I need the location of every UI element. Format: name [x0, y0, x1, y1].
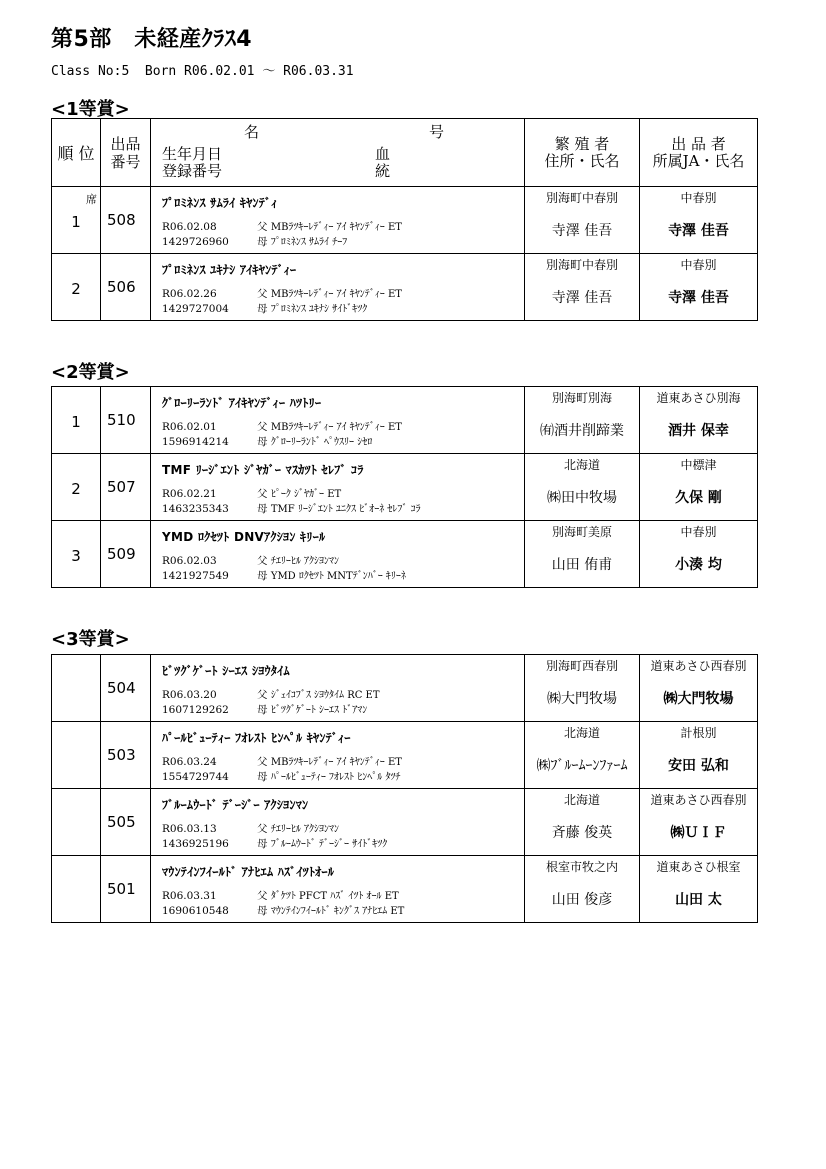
breeder-address: 北海道	[563, 457, 600, 472]
dam-name: ﾌﾞﾙｰﾑｳｰﾄﾞ ﾃﾞｰｼﾞｰ ｻｲﾄﾞｷﾂｸ	[270, 839, 388, 850]
breeder-cell	[525, 856, 640, 923]
owner-cell	[640, 856, 758, 923]
reg-dam-line	[151, 569, 524, 584]
breeder-cell	[525, 187, 640, 254]
sire-name: MBﾗﾂｷｰﾚﾃﾞｨｰ ｱｲ ｷﾔﾝﾃﾞｨｰ ET	[270, 422, 402, 433]
breeder-address: 別海町美原	[551, 524, 612, 539]
header-row	[52, 119, 758, 187]
owner-cell	[640, 655, 758, 722]
owner-ja: 中春別	[680, 257, 717, 272]
header-entry-no	[101, 119, 151, 187]
dam-name: ﾌﾟﾛﾐﾈﾝｽ ｻﾑﾗｲ ﾁｰﾌ	[270, 237, 348, 248]
horse-info	[151, 387, 525, 454]
birth-sire-line	[151, 688, 524, 703]
rank-cell	[52, 789, 101, 856]
dam-label: 母	[257, 771, 268, 783]
dam-label: 母	[257, 704, 268, 716]
registration-number: 1421927549	[162, 570, 229, 582]
owner-name: 寺澤 佳吾	[668, 223, 729, 239]
rank-number: 1	[71, 213, 81, 231]
sire-label: 父	[257, 288, 268, 300]
cow-name: ﾏｳﾝﾃｲﾝﾌｲｰﾙﾄﾞ ｱﾅﾋｴﾑ ﾊｽﾞｲﾂﾄｵｰﾙ	[162, 865, 335, 879]
header-owner-line2: 所属JA・氏名	[652, 151, 745, 170]
entry-number: 506	[101, 254, 151, 321]
birth-date: R06.03.24	[162, 756, 217, 768]
reg-dam-line	[151, 904, 524, 919]
birth-date: R06.03.31	[162, 890, 217, 902]
registration-number: 1436925196	[162, 838, 229, 850]
breeder-cell	[525, 387, 640, 454]
owner-name: ㈱ＵＩＦ	[670, 825, 727, 841]
results-table	[51, 118, 758, 321]
birth-date: R06.02.08	[162, 221, 217, 233]
header-no-line1: 出品	[110, 134, 141, 153]
cow-name: TMF ﾘｰｼﾞｴﾝﾄ ｼﾞﾔｶﾞｰ ﾏｽｶﾂﾄ ｾﾚﾌﾞ ｺﾗ	[162, 463, 364, 477]
breeder-address: 北海道	[563, 792, 600, 807]
breeder-cell	[525, 254, 640, 321]
horse-info	[151, 856, 525, 923]
table-row	[52, 789, 758, 856]
sire-name: MBﾗﾂｷｰﾚﾃﾞｨｰ ｱｲ ｷﾔﾝﾃﾞｨｰ ET	[270, 757, 402, 768]
header-breeder-line1: 繁 殖 者	[554, 134, 610, 153]
header-main	[151, 119, 525, 187]
table-row	[52, 521, 758, 588]
owner-name: 安田 弘和	[668, 758, 729, 774]
cow-name: YMD ﾛｸｾﾂﾄ DNVｱｸｼﾖﾝ ｷﾘｰﾙ	[162, 530, 326, 544]
breeder-name: 山田 侑甫	[551, 557, 613, 573]
rank-cell	[52, 655, 101, 722]
entry-number: 508	[101, 187, 151, 254]
section-title: <2等賞>	[51, 362, 130, 383]
horse-info	[151, 655, 525, 722]
header-no-line2: 番号	[110, 152, 141, 171]
owner-ja: 中春別	[680, 524, 717, 539]
sire-name: MBﾗﾂｷｰﾚﾃﾞｨｰ ｱｲ ｷﾔﾝﾃﾞｨｰ ET	[270, 222, 402, 233]
rank-number: 1	[71, 413, 81, 431]
birth-date: R06.03.13	[162, 823, 217, 835]
rank-number: 2	[71, 280, 81, 298]
results-table	[51, 654, 758, 923]
breeder-name: 寺澤 佳吾	[551, 290, 613, 306]
breeder-address: 根室市牧之内	[545, 859, 618, 874]
entry-number: 507	[101, 454, 151, 521]
cow-name: ﾋﾞﾂｸﾞｹﾞｰﾄ ｼｰｴｽ ｼﾖｳﾀｲﾑ	[162, 664, 290, 678]
sire-label: 父	[257, 488, 268, 500]
entry-number: 501	[101, 856, 151, 923]
dam-name: ﾏｳﾝﾃｲﾝﾌｲｰﾙﾄﾞ ｷﾝｸﾞｽ ｱﾅﾋｴﾑ ET	[270, 906, 405, 917]
birth-date: R06.02.01	[162, 421, 217, 433]
breeder-cell	[525, 454, 640, 521]
header-birth: 生年月日	[162, 145, 223, 163]
birth-sire-line	[151, 420, 524, 435]
sire-name: ﾋﾟｰｸ ｼﾞﾔｶﾞｰ ET	[270, 489, 342, 500]
header-reg: 登録番号	[162, 162, 223, 180]
owner-name: 酒井 保幸	[668, 423, 729, 439]
owner-ja: 計根別	[680, 725, 717, 740]
reg-dam-line	[151, 837, 524, 852]
dam-name: ﾊﾟｰﾙﾋﾞｭｰﾃｨｰ ﾌｵﾚｽﾄ ﾋﾝﾍﾟﾙ ﾀﾂﾁ	[270, 772, 401, 783]
horse-info	[151, 254, 525, 321]
breeder-name: 山田 俊彦	[551, 892, 613, 908]
owner-ja: 道東あさひ根室	[656, 859, 741, 874]
cow-name: ﾌﾟﾛﾐﾈﾝｽ ﾕｷﾅｼ ｱｲｷﾔﾝﾃﾞｨｰ	[162, 263, 297, 277]
page-title: 第5部 未経産ｸﾗｽ4	[51, 27, 253, 52]
cow-name: ﾌﾟﾛﾐﾈﾝｽ ｻﾑﾗｲ ｷﾔﾝﾃﾞｨ	[162, 196, 278, 210]
seat-mark: 席	[86, 193, 97, 206]
header-name-left: 名	[244, 123, 260, 141]
sire-name: MBﾗﾂｷｰﾚﾃﾞｨｰ ｱｲ ｷﾔﾝﾃﾞｨｰ ET	[270, 289, 402, 300]
reg-dam-line	[151, 235, 524, 250]
horse-info	[151, 722, 525, 789]
section-title: <1等賞>	[51, 99, 130, 120]
registration-number: 1690610548	[162, 905, 229, 917]
owner-cell	[640, 789, 758, 856]
rank-cell	[52, 387, 101, 454]
sire-label: 父	[257, 221, 268, 233]
birth-date: R06.03.20	[162, 689, 217, 701]
breeder-address: 別海町別海	[551, 390, 612, 405]
class-subtitle: Class No:5 Born R06.02.01 ～ R06.03.31	[51, 64, 354, 79]
entry-number: 503	[101, 722, 151, 789]
sire-name: ﾀﾞｹﾂﾄ PFCT ﾊｽﾞ ｲﾂﾄ ｵｰﾙ ET	[270, 891, 399, 902]
rank-cell	[52, 722, 101, 789]
owner-name: 山田 太	[675, 892, 722, 908]
sire-label: 父	[257, 421, 268, 433]
table-row	[52, 187, 758, 254]
birth-date: R06.02.03	[162, 555, 217, 567]
header-name-right: 号	[429, 123, 445, 141]
owner-cell	[640, 521, 758, 588]
owner-ja: 道東あさひ別海	[656, 390, 741, 405]
cow-name: ｸﾞﾛｰﾘｰﾗﾝﾄﾞ ｱｲｷﾔﾝﾃﾞｨｰ ﾊﾂﾄﾘｰ	[162, 396, 322, 410]
rank-cell	[52, 856, 101, 923]
dam-label: 母	[257, 503, 268, 515]
header-rank: 順 位	[52, 119, 101, 187]
table-row	[52, 856, 758, 923]
dam-name: ﾌﾟﾛﾐﾈﾝｽ ﾕｷﾅｼ ｻｲﾄﾞｷﾂｸ	[270, 304, 368, 315]
birth-date: R06.02.26	[162, 288, 217, 300]
birth-sire-line	[151, 755, 524, 770]
header-blood2: 統	[375, 162, 391, 180]
owner-name: 久保 剛	[675, 490, 722, 506]
header-breeder-line2: 住所・氏名	[544, 151, 620, 170]
results-table	[51, 386, 758, 588]
breeder-cell	[525, 722, 640, 789]
section-title: <3等賞>	[51, 629, 130, 650]
rank-number: 3	[71, 547, 81, 565]
entry-number: 504	[101, 655, 151, 722]
registration-number: 1429727004	[162, 303, 229, 315]
entry-number: 505	[101, 789, 151, 856]
dam-name: TMF ﾘｰｼﾞｴﾝﾄ ﾕﾆｸｽ ﾋﾞｵｰﾈ ｾﾚﾌﾞ ｺﾗ	[270, 504, 421, 515]
dam-label: 母	[257, 570, 268, 582]
rank-cell	[52, 454, 101, 521]
header-breeder	[525, 119, 640, 187]
horse-info	[151, 187, 525, 254]
owner-cell	[640, 254, 758, 321]
breeder-name: ㈱田中牧場	[547, 490, 617, 506]
horse-info	[151, 454, 525, 521]
table-row	[52, 454, 758, 521]
breeder-address: 別海町中春別	[545, 190, 618, 205]
dam-label: 母	[257, 436, 268, 448]
rank-cell	[52, 187, 101, 254]
cow-name: ﾌﾞﾙｰﾑｳｰﾄﾞ ﾃﾞｰｼﾞｰ ｱｸｼﾖﾝﾏﾝ	[162, 798, 309, 812]
header-blood1: 血	[375, 145, 391, 163]
reg-dam-line	[151, 502, 524, 517]
birth-sire-line	[151, 220, 524, 235]
sire-name: ｼﾞｪｲｺﾌﾞｽ ｼﾖｳﾀｲﾑ RC ET	[270, 690, 380, 701]
sire-label: 父	[257, 823, 268, 835]
registration-number: 1429726960	[162, 236, 229, 248]
rank-number: 2	[71, 480, 81, 498]
birth-sire-line	[151, 822, 524, 837]
sire-label: 父	[257, 555, 268, 567]
registration-number: 1463235343	[162, 503, 229, 515]
registration-number: 1596914214	[162, 436, 229, 448]
breeder-cell	[525, 655, 640, 722]
breeder-cell	[525, 521, 640, 588]
entry-number: 509	[101, 521, 151, 588]
breeder-address: 別海町西春別	[545, 658, 618, 673]
owner-ja: 道東あさひ西春別	[650, 658, 747, 673]
breeder-name: 寺澤 佳吾	[551, 223, 613, 239]
horse-info	[151, 521, 525, 588]
header-owner-line1: 出 品 者	[671, 134, 726, 153]
breeder-address: 北海道	[563, 725, 600, 740]
rank-cell	[52, 254, 101, 321]
breeder-name: ㈱大門牧場	[547, 691, 617, 707]
breeder-name: 斉藤 俊英	[551, 825, 613, 841]
birth-sire-line	[151, 287, 524, 302]
birth-sire-line	[151, 554, 524, 569]
sire-label: 父	[257, 689, 268, 701]
owner-name: 寺澤 佳吾	[668, 290, 729, 306]
breeder-name: ㈱ﾌﾞﾙｰﾑｰﾝﾌｧｰﾑ	[536, 758, 628, 774]
sire-label: 父	[257, 890, 268, 902]
table-row	[52, 254, 758, 321]
owner-ja: 中春別	[680, 190, 717, 205]
reg-dam-line	[151, 703, 524, 718]
header-owner	[640, 119, 758, 187]
sire-name: ﾁｴﾘｰﾋﾙ ｱｸｼﾖﾝﾏﾝ	[270, 824, 340, 835]
owner-cell	[640, 187, 758, 254]
owner-name: ㈱大門牧場	[663, 691, 734, 707]
horse-info	[151, 789, 525, 856]
registration-number: 1554729744	[162, 771, 229, 783]
dam-name: ﾋﾞﾂｸﾞｹﾞｰﾄ ｼｰｴｽ ﾄﾞｱﾏﾝ	[270, 705, 368, 716]
dam-name: ｸﾞﾛｰﾘｰﾗﾝﾄﾞ ﾍﾟｳｽﾘｰ ｼｾﾛ	[270, 437, 373, 448]
entry-number: 510	[101, 387, 151, 454]
birth-date: R06.02.21	[162, 488, 217, 500]
birth-sire-line	[151, 889, 524, 904]
dam-label: 母	[257, 236, 268, 248]
breeder-cell	[525, 789, 640, 856]
sire-label: 父	[257, 756, 268, 768]
breeder-name: ㈲酒井削蹄業	[540, 423, 624, 439]
owner-name: 小湊 均	[675, 557, 722, 573]
table-row	[52, 722, 758, 789]
reg-dam-line	[151, 435, 524, 450]
owner-cell	[640, 387, 758, 454]
dam-label: 母	[257, 303, 268, 315]
owner-ja: 道東あさひ西春別	[650, 792, 747, 807]
rank-cell	[52, 521, 101, 588]
birth-sire-line	[151, 487, 524, 502]
reg-dam-line	[151, 770, 524, 785]
breeder-address: 別海町中春別	[545, 257, 618, 272]
owner-cell	[640, 722, 758, 789]
dam-label: 母	[257, 838, 268, 850]
cow-name: ﾊﾟｰﾙﾋﾞｭｰﾃｨｰ ﾌｵﾚｽﾄ ﾋﾝﾍﾟﾙ ｷﾔﾝﾃﾞｨｰ	[162, 731, 351, 745]
registration-number: 1607129262	[162, 704, 229, 716]
reg-dam-line	[151, 302, 524, 317]
owner-cell	[640, 454, 758, 521]
table-row	[52, 655, 758, 722]
dam-name: YMD ﾛｸｾﾂﾄ MNTﾃﾞﾝﾊﾞｰ ｷﾘｰﾈ	[270, 571, 406, 582]
table-row	[52, 387, 758, 454]
owner-ja: 中標津	[680, 457, 717, 472]
dam-label: 母	[257, 905, 268, 917]
sire-name: ﾁｴﾘｰﾋﾙ ｱｸｼﾖﾝﾏﾝ	[270, 556, 340, 567]
